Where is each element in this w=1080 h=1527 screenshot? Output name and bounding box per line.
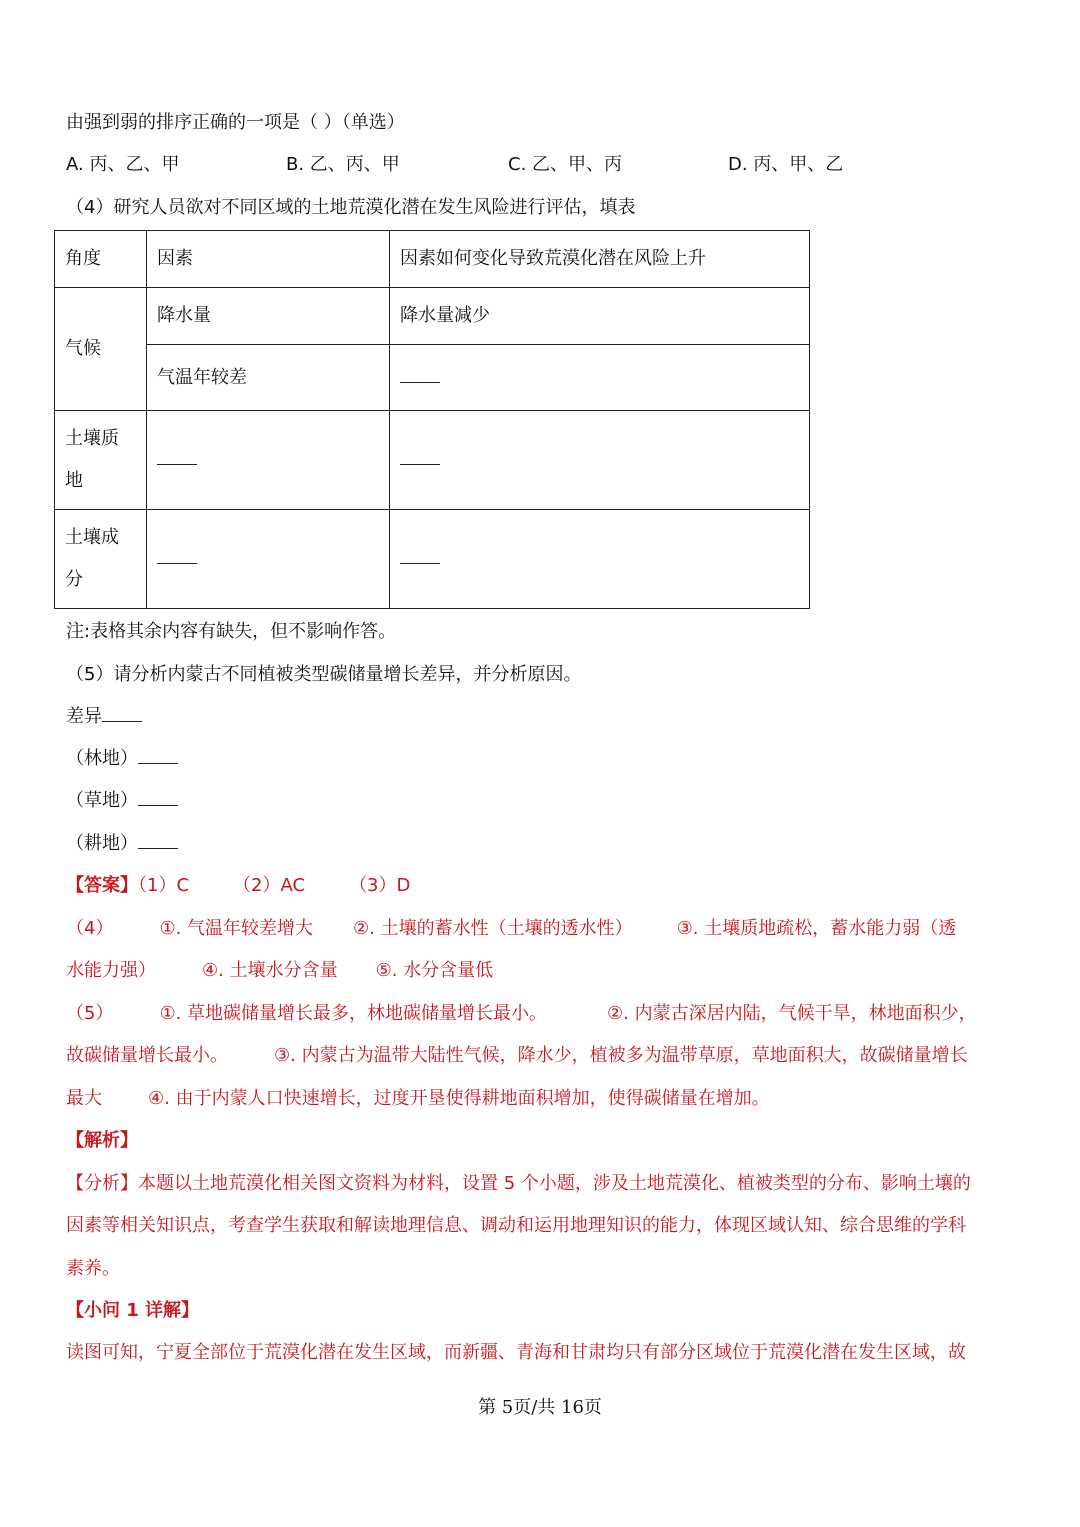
analysis-line1: 【分析】本题以土地荒漠化相关图文资料为材料，设置 5 个小题，涉及土地荒漠化、植被类型的分布、影响土壤的 <box>66 1173 971 1194</box>
answer-blank[interactable] <box>138 836 178 849</box>
composition-change-blank[interactable] <box>390 510 810 609</box>
answer-q5-item1: ①. 草地碳储量增长最多，林地碳储量增长最小。 <box>159 1003 548 1024</box>
table-row <box>55 510 810 609</box>
grass-label: （草地） <box>66 790 138 811</box>
answer-q5-line1 <box>66 1003 977 1025</box>
climate-cell: 气候 <box>55 288 147 411</box>
header-angle: 角度 <box>55 231 147 288</box>
farm-line <box>66 833 178 855</box>
rain-change-cell: 降水量减少 <box>390 288 810 345</box>
answer-q5-line2 <box>66 1045 968 1067</box>
answer-blank[interactable] <box>138 793 178 806</box>
option-b: B. 乙、丙、甲 <box>286 154 400 175</box>
table-note: 注:表格其余内容有缺失，但不影响作答。 <box>66 621 397 642</box>
question-stem: 由强到弱的排序正确的一项是（ ）（单选） <box>66 112 405 133</box>
answer-blank[interactable] <box>138 751 178 764</box>
table-header-row <box>55 231 810 288</box>
answer-blank[interactable] <box>400 551 440 564</box>
answer-q4-item5: ⑤. 水分含量低 <box>375 960 494 981</box>
temp-factor-cell: 气温年较差 <box>147 345 390 411</box>
answer-blank[interactable] <box>157 452 197 465</box>
answer-q4-item3: ③. 土壤质地疏松，蓄水能力弱（透 <box>676 918 957 939</box>
grass-line <box>66 790 178 812</box>
answer-q5-cont: 故碳储量增长最小。 <box>66 1045 228 1066</box>
answer-q4-item2: ②. 土壤的蓄水性（土壤的透水性） <box>353 918 633 939</box>
q5-intro: （5）请分析内蒙古不同植被类型碳储量增长差异，并分析原因。 <box>66 664 582 685</box>
answer-line <box>66 875 410 897</box>
answer-q4-label: （4） <box>66 918 114 939</box>
texture-factor-blank[interactable] <box>147 411 390 510</box>
risk-table <box>54 230 810 609</box>
temp-change-blank[interactable] <box>390 345 810 411</box>
answer-blank[interactable] <box>157 551 197 564</box>
answer-q5-item4: ④. 由于内蒙人口快速增长，过度开垦使得耕地面积增加，使得碳储量在增加。 <box>148 1088 770 1109</box>
option-d: D. 丙、甲、乙 <box>728 154 844 175</box>
answer-q5-item3: ③. 内蒙古为温带大陆性气候，降水少，植被多为温带草原，草地面积大，故碳储量增长 <box>274 1045 968 1066</box>
header-factor: 因素 <box>147 231 390 288</box>
diff-label: 差异 <box>66 706 102 727</box>
answer-head: 【答案】 <box>66 875 138 896</box>
answer-blank[interactable] <box>102 709 142 722</box>
sub1-line1: 读图可知，宁夏全部位于荒漠化潜在发生区域，而新疆、青海和甘肃均只有部分区域位于荒漠化潜在发生区域，故 <box>66 1342 966 1363</box>
table-row <box>55 411 810 510</box>
answer-q5-cont2: 最大 <box>66 1088 102 1109</box>
answer-q4-line2 <box>66 960 493 982</box>
rain-factor-cell: 降水量 <box>147 288 390 345</box>
analysis-line3: 素养。 <box>66 1258 120 1279</box>
analysis-head: 【解析】 <box>66 1130 138 1151</box>
answer-q4-item4: ④. 土壤水分含量 <box>202 960 338 981</box>
answer-q4-cont: 水能力强） <box>66 960 156 981</box>
composition-cell: 土壤成分 <box>55 510 147 609</box>
farm-label: （耕地） <box>66 833 138 854</box>
forest-label: （林地） <box>66 748 138 769</box>
table-row <box>55 345 810 411</box>
answer-q5-line3 <box>66 1088 770 1110</box>
diff-line <box>66 706 142 728</box>
page-footer: 第 5页/共 16页 <box>478 1397 602 1418</box>
answer-q5-label: （5） <box>66 1003 114 1024</box>
sub1-head: 【小问 1 详解】 <box>66 1300 200 1321</box>
forest-line <box>66 748 178 770</box>
answer-q4-line1 <box>66 918 1014 940</box>
answer-blank[interactable] <box>400 452 440 465</box>
answer-part1: （1）C <box>138 875 190 896</box>
answer-q5-item2: ②. 内蒙古深居内陆，气候干旱，林地面积少， <box>607 1003 977 1024</box>
texture-change-blank[interactable] <box>390 411 810 510</box>
option-a: A. 丙、乙、甲 <box>66 154 180 175</box>
answer-q4-item1: ①. 气温年较差增大 <box>159 918 314 939</box>
header-change: 因素如何变化导致荒漠化潜在风险上升 <box>390 231 810 288</box>
answer-blank[interactable] <box>400 370 440 383</box>
q4-intro: （4）研究人员欲对不同区域的土地荒漠化潜在发生风险进行评估，填表 <box>66 197 636 218</box>
texture-cell: 土壤质地 <box>55 411 147 510</box>
composition-factor-blank[interactable] <box>147 510 390 609</box>
table-row <box>55 288 810 345</box>
answer-part3: （3）D <box>349 875 411 896</box>
analysis-line2: 因素等相关知识点，考查学生获取和解读地理信息、调动和运用地理知识的能力，体现区域认知、综合思维的学科 <box>66 1215 966 1236</box>
option-c: C. 乙、甲、丙 <box>508 154 623 175</box>
answer-part2: （2）AC <box>233 875 306 896</box>
